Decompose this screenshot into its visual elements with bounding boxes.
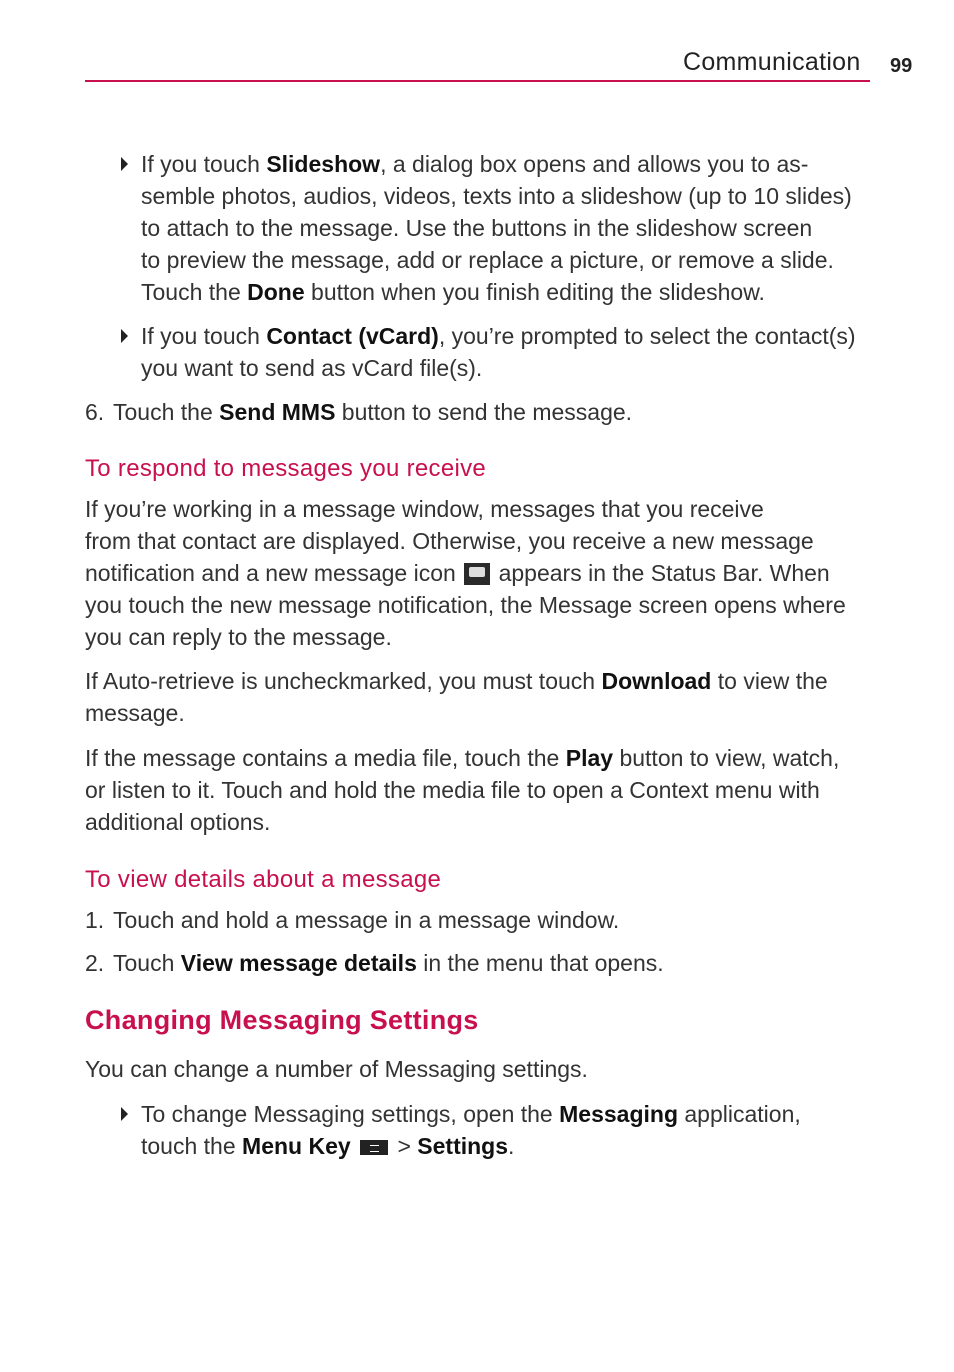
bullet-settings <box>141 1098 801 1162</box>
text-line <box>85 774 839 806</box>
text-line <box>85 589 846 621</box>
text-line <box>141 352 856 384</box>
step-2 <box>85 947 664 979</box>
bullet-triangle-icon <box>121 157 128 171</box>
text-run: Touch the <box>113 399 220 425</box>
bold-term: Settings <box>417 1133 509 1159</box>
bullet-triangle-icon <box>121 329 128 343</box>
text-run: in the menu that opens. <box>416 950 664 976</box>
text-line <box>141 276 852 308</box>
text-line <box>85 665 828 697</box>
text-run: Touch the <box>141 279 248 305</box>
text-run: you touch the new message notification, the Message screen opens where <box>85 592 846 618</box>
menu-key-icon <box>360 1140 388 1155</box>
bold-term: Slideshow <box>266 151 381 177</box>
text-run: to view the <box>711 668 828 694</box>
text-line <box>85 697 828 729</box>
text-run: > <box>391 1133 418 1159</box>
step-number: 1. <box>85 907 105 933</box>
text-run: from that contact are displayed. Otherwise, you receive a new message <box>85 528 814 554</box>
text-run: or listen to it. Touch and hold the media file to open a Context menu with <box>85 777 820 803</box>
text-line <box>113 396 632 428</box>
heading-respond: To respond to messages you receive <box>85 455 487 482</box>
text-run: additional options. <box>85 809 271 835</box>
text-run: application, <box>678 1101 801 1127</box>
text-run: . <box>508 1133 515 1159</box>
bold-term: Messaging <box>559 1101 678 1127</box>
bold-term: Download <box>601 668 712 694</box>
text-run: Touch and hold a message in a message window. <box>113 907 620 933</box>
paragraph-settings <box>85 1053 588 1085</box>
step-6 <box>85 396 633 428</box>
text-run: If the message contains a media file, touch the <box>85 745 566 771</box>
text-run: Touch <box>113 950 181 976</box>
paragraph-respond-3 <box>85 742 839 838</box>
text-run: to preview the message, add or replace a picture, or remove a slide. <box>141 247 834 273</box>
text-run: appears in the Status Bar. When <box>492 560 830 586</box>
text-line <box>113 947 664 979</box>
section-title: Communication <box>683 48 861 76</box>
text-line <box>85 742 839 774</box>
bold-term: Menu Key <box>242 1133 351 1159</box>
text-line <box>141 212 852 244</box>
bullet-contact <box>141 320 856 384</box>
bold-term: Send MMS <box>219 399 336 425</box>
text-line <box>85 557 846 589</box>
text-run: To change Messaging settings, open the <box>141 1101 560 1127</box>
text-line <box>141 180 852 212</box>
text-run <box>351 1133 357 1159</box>
step-number: 6. <box>85 399 105 425</box>
bold-term: Done <box>247 279 305 305</box>
text-line <box>141 1098 801 1130</box>
message-icon <box>464 563 490 585</box>
text-line <box>85 1053 588 1085</box>
step-number: 2. <box>85 950 105 976</box>
text-line <box>85 525 846 557</box>
text-run: button to send the message. <box>335 399 633 425</box>
heading-changing-settings: Changing Messaging Settings <box>85 1005 479 1035</box>
text-run: you want to send as vCard file(s). <box>141 355 483 381</box>
bold-term: Play <box>565 745 614 771</box>
bold-term: View message details <box>180 950 417 976</box>
text-run: to attach to the message. Use the buttons in the slideshow screen <box>141 215 813 241</box>
bullet-triangle-icon <box>121 1107 128 1121</box>
text-line <box>85 621 846 653</box>
text-line <box>113 904 619 936</box>
bold-term: Contact (vCard) <box>266 323 439 349</box>
text-run: If Auto-retrieve is uncheckmarked, you must touch <box>85 668 602 694</box>
text-line <box>85 493 846 525</box>
text-run: you can reply to the message. <box>85 624 392 650</box>
header-rule <box>85 80 870 82</box>
text-line <box>141 244 852 276</box>
text-run: , a dialog box opens and allows you to as- <box>380 151 809 177</box>
text-run: If you’re working in a message window, messages that you receive <box>85 496 764 522</box>
text-run: button when you finish editing the slideshow. <box>304 279 765 305</box>
text-run: If you touch <box>141 151 267 177</box>
step-1 <box>85 904 620 936</box>
bullet-slideshow <box>141 148 852 308</box>
text-run: button to view, watch, <box>613 745 840 771</box>
paragraph-respond-2 <box>85 665 828 729</box>
text-run: If you touch <box>141 323 267 349</box>
text-run: , you’re prompted to select the contact(s) <box>438 323 856 349</box>
text-line <box>141 1130 801 1162</box>
text-run: message. <box>85 700 185 726</box>
text-line <box>141 148 852 180</box>
text-run: touch the <box>141 1133 243 1159</box>
text-run: You can change a number of Messaging settings. <box>85 1056 588 1082</box>
paragraph-respond-1 <box>85 493 846 653</box>
text-line <box>85 806 839 838</box>
text-run: notification and a new message icon <box>85 560 463 586</box>
text-run: semble photos, audios, videos, texts into a slideshow (up to 10 slides) <box>141 183 852 209</box>
text-line <box>141 320 856 352</box>
page-number: 99 <box>890 55 913 77</box>
heading-details: To view details about a message <box>85 866 442 893</box>
